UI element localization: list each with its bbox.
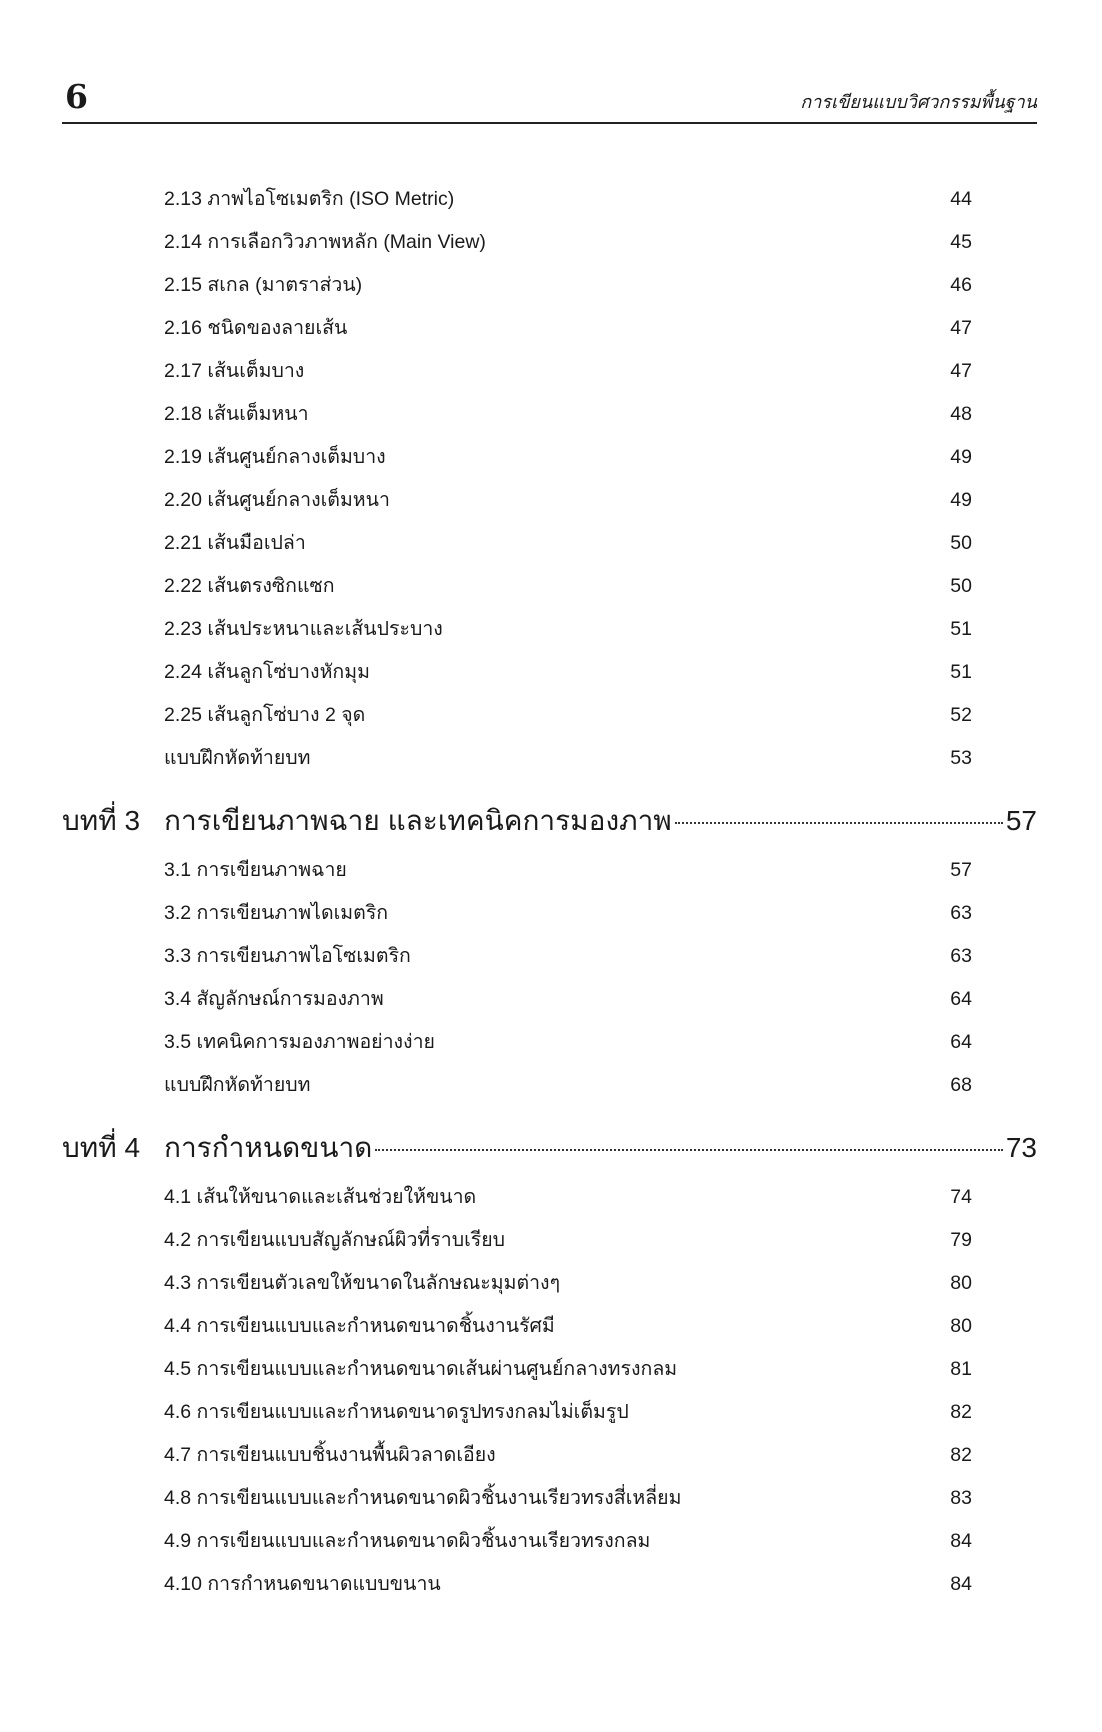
toc-entry	[62, 1434, 1037, 1477]
toc-entry-title: 4.9 การเขียนแบบและกำหนดขนาดผิวชิ้นงานเรียวทรงกลม	[164, 1530, 651, 1552]
table-of-contents	[62, 178, 1037, 1606]
toc-entry	[62, 1176, 1037, 1219]
toc-entry-title: 2.19 เส้นศูนย์กลางเต็มบาง	[164, 446, 386, 468]
toc-entry-page: 52	[950, 704, 972, 726]
toc-entry-title: 4.10 การกำหนดขนาดแบบขนาน	[164, 1573, 441, 1595]
toc-entry-page: 81	[950, 1358, 972, 1380]
toc-entry-page: 63	[950, 945, 972, 967]
toc-entry-title: 2.17 เส้นเต็มบาง	[164, 360, 305, 382]
toc-entry-title: 3.5 เทคนิคการมองภาพอย่างง่าย	[164, 1031, 435, 1053]
header-rule	[62, 122, 1037, 124]
toc-entry	[62, 1305, 1037, 1348]
toc-entry-title: 4.1 เส้นให้ขนาดและเส้นช่วยให้ขนาด	[164, 1186, 477, 1208]
toc-entry	[62, 849, 1037, 892]
toc-entry-page: 63	[950, 902, 972, 924]
toc-entry-page: 50	[950, 532, 972, 554]
toc-entry-title: 3.3 การเขียนภาพไอโซเมตริก	[164, 945, 411, 967]
chapter-heading	[62, 1119, 1037, 1176]
toc-entry-page: 68	[950, 1074, 972, 1096]
toc-entry-page: 83	[950, 1487, 972, 1509]
toc-entry	[62, 1563, 1037, 1606]
running-title: การเขียนแบบวิศวกรรมพื้นฐาน	[800, 92, 1037, 113]
dot-leader	[675, 822, 1003, 824]
toc-entry-page: 51	[950, 618, 972, 640]
toc-entry-page: 64	[950, 988, 972, 1010]
toc-entry-page: 45	[950, 231, 972, 253]
toc-entry	[62, 178, 1037, 221]
toc-entry-title: 2.20 เส้นศูนย์กลางเต็มหนา	[164, 489, 390, 511]
toc-entry	[62, 978, 1037, 1021]
chapter-title: การกำหนดขนาด	[164, 1132, 373, 1163]
toc-entry	[62, 892, 1037, 935]
toc-entry	[62, 264, 1037, 307]
toc-entry-title: 4.2 การเขียนแบบสัญลักษณ์ผิวที่ราบเรียบ	[164, 1229, 506, 1251]
toc-entry-page: 80	[950, 1272, 972, 1294]
toc-entry-page: 50	[950, 575, 972, 597]
toc-entry-page: 57	[950, 859, 972, 881]
toc-entry-title: 2.14 การเลือกวิวภาพหลัก (Main View)	[164, 231, 486, 253]
toc-entry-page: 82	[950, 1401, 972, 1423]
toc-entry-title: 4.5 การเขียนแบบและกำหนดขนาดเส้นผ่านศูนย์กลางทรงกลม	[164, 1358, 678, 1380]
toc-entry-title: 2.24 เส้นลูกโซ่บางหักมุม	[164, 661, 370, 683]
toc-entry-page: 48	[950, 403, 972, 425]
toc-entry-title: 3.1 การเขียนภาพฉาย	[164, 859, 347, 881]
toc-entry	[62, 1219, 1037, 1262]
toc-entry-title: แบบฝึกหัดท้ายบท	[164, 747, 311, 769]
toc-entry	[62, 737, 1037, 780]
toc-entry	[62, 608, 1037, 651]
toc-entry	[62, 1348, 1037, 1391]
toc-entry	[62, 522, 1037, 565]
toc-entry-title: 4.4 การเขียนแบบและกำหนดขนาดชิ้นงานรัศมี	[164, 1315, 555, 1337]
chapter-label: บทที่ 3	[62, 805, 141, 836]
toc-entry-title: 4.7 การเขียนแบบชิ้นงานพื้นผิวลาดเอียง	[164, 1444, 496, 1466]
toc-entry-page: 84	[950, 1573, 972, 1595]
toc-entry-title: 4.3 การเขียนตัวเลขให้ขนาดในลักษณะมุมต่างๆ	[164, 1272, 561, 1294]
toc-entry	[62, 436, 1037, 479]
toc-entry	[62, 651, 1037, 694]
toc-entry	[62, 935, 1037, 978]
toc-entry-page: 84	[950, 1530, 972, 1552]
toc-entry-page: 79	[950, 1229, 972, 1251]
toc-entry-title: 2.18 เส้นเต็มหนา	[164, 403, 309, 425]
toc-entry-title: 2.23 เส้นประหนาและเส้นประบาง	[164, 618, 443, 640]
toc-entry-page: 80	[950, 1315, 972, 1337]
toc-entry	[62, 1520, 1037, 1563]
toc-entry	[62, 393, 1037, 436]
toc-entry-page: 47	[950, 360, 972, 382]
chapter-row	[164, 1119, 1037, 1176]
toc-entry	[62, 1262, 1037, 1305]
toc-entry-title: 3.2 การเขียนภาพไดเมตริก	[164, 902, 389, 924]
chapter-page: 57	[1005, 805, 1037, 836]
toc-entry-page: 74	[950, 1186, 972, 1208]
toc-entry-title: 2.25 เส้นลูกโซ่บาง 2 จุด	[164, 704, 366, 726]
toc-entry-title: แบบฝึกหัดท้ายบท	[164, 1074, 311, 1096]
chapter-page: 73	[1005, 1132, 1037, 1163]
toc-entry-page: 47	[950, 317, 972, 339]
toc-entry-page: 49	[950, 489, 972, 511]
toc-entry-page: 49	[950, 446, 972, 468]
toc-entry-page: 64	[950, 1031, 972, 1053]
toc-entry	[62, 1391, 1037, 1434]
page-number: 6	[65, 77, 88, 116]
toc-entry-title: 2.16 ชนิดของลายเส้น	[164, 317, 348, 339]
toc-entry-page: 82	[950, 1444, 972, 1466]
toc-entry	[62, 565, 1037, 608]
chapter-heading	[62, 792, 1037, 849]
chapter-row	[164, 792, 1037, 849]
toc-entry	[62, 1021, 1037, 1064]
dot-leader	[375, 1149, 1002, 1151]
toc-entry-page: 53	[950, 747, 972, 769]
toc-entry-title: 4.8 การเขียนแบบและกำหนดขนาดผิวชิ้นงานเรียวทรงสี่เหลี่ยม	[164, 1487, 682, 1509]
toc-entry	[62, 694, 1037, 737]
toc-entry	[62, 1477, 1037, 1520]
toc-entry	[62, 307, 1037, 350]
toc-entry	[62, 1064, 1037, 1107]
toc-entry-page: 51	[950, 661, 972, 683]
toc-entry	[62, 479, 1037, 522]
toc-entry	[62, 350, 1037, 393]
toc-entry-title: 4.6 การเขียนแบบและกำหนดขนาดรูปทรงกลมไม่เต็มรูป	[164, 1401, 629, 1423]
chapter-label: บทที่ 4	[62, 1132, 141, 1163]
toc-entry-page: 44	[950, 188, 972, 210]
page-header	[62, 72, 1037, 124]
chapter-title: การเขียนภาพฉาย และเทคนิคการมองภาพ	[164, 805, 672, 836]
toc-entry-title: 2.21 เส้นมือเปล่า	[164, 532, 306, 554]
toc-entry-title: 3.4 สัญลักษณ์การมองภาพ	[164, 988, 384, 1010]
toc-entry	[62, 221, 1037, 264]
toc-entry-title: 2.15 สเกล (มาตราส่วน)	[164, 274, 363, 296]
toc-entry-page: 46	[950, 274, 972, 296]
toc-entry-title: 2.22 เส้นตรงซิกแซก	[164, 575, 335, 597]
toc-entry-title: 2.13 ภาพไอโซเมตริก (ISO Metric)	[164, 188, 455, 210]
